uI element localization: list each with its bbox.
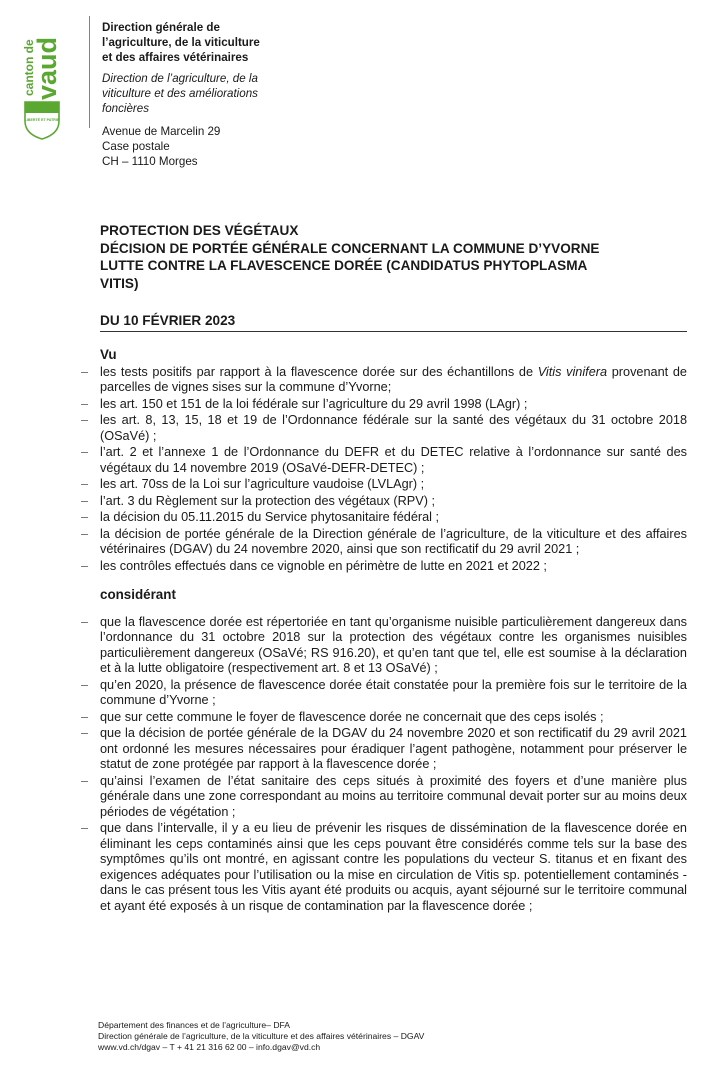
- document-date: DU 10 FÉVRIER 2023: [100, 313, 236, 328]
- list-item: – qu’en 2020, la présence de flavescence dorée était constatée pour la première fois sur le territoire de la commune d’Yvorne ;: [100, 678, 687, 709]
- document-body: [100, 347, 687, 915]
- list-item: – les art. 8, 13, 15, 18 et 19 de l’Ordonnance fédérale sur la santé des végétaux du 31 octobre 2018 (OSaVé) ;: [100, 413, 687, 444]
- list-item: – que dans l’intervalle, il y a eu lieu de prévenir les risques de dissémination de la flavescence dorée en éliminant les ceps contaminés ainsi que les ceps pouvant être considérés comme tels sur la base des symptômes qu’ils ont montré, en agissant contre les populations du vecteur S. titanus et en fixant des exigences adéquates pour l’utilisation ou la mise en circulation de Vitis sp. potentiellement contaminés - dans le cas présent tous les Vitis ayant été produits ou acquis, ayant séjourné sur le territoire communal et ayant été exposés à un risque de contamination par la flavescence dorée ;: [100, 821, 687, 914]
- logo-vaud-text: vaud: [32, 36, 62, 100]
- list-item: – que la décision de portée générale de la DGAV du 24 novembre 2020 et son rectificatif du 29 avril 2021 ont ordonné les mesures nécessaires pour éradiquer l’agent pathogène, notamment pour préserver le statut de zone protégée par rapport à la flavescence dorée ;: [100, 726, 687, 773]
- title-rule: [100, 331, 687, 332]
- header-divider: [89, 16, 90, 128]
- list-item: – la décision du 05.11.2015 du Service phytosanitaire fédéral ;: [100, 510, 687, 526]
- list-item: – les art. 70ss de la Loi sur l’agriculture vaudoise (LVLAgr) ;: [100, 477, 687, 493]
- letterhead: [102, 20, 342, 169]
- list-item: – les art. 150 et 151 de la loi fédérale sur l’agriculture du 29 avril 1998 (LAgr) ;: [100, 397, 687, 413]
- vu-heading: Vu: [100, 347, 117, 362]
- document-title: PROTECTION DES VÉGÉTAUX DÉCISION DE PORTÉE GÉNÉRALE CONCERNANT LA COMMUNE D’YVORNE LUTTE CONTRE LA FLAVESCENCE DORÉE (CANDIDATUS PHYTOPLASMA VITIS): [100, 223, 600, 291]
- canton-vaud-logo: [20, 18, 64, 140]
- list-item: – les tests positifs par rapport à la flavescence dorée sur des échantillons de Vitis vinifera provenant de parcelles de vignes sises sur la commune d’Yvorne;: [100, 365, 687, 396]
- vu-list: [100, 365, 687, 575]
- list-item: – que la flavescence dorée est répertoriée en tant qu’organisme nuisible particulièrement dangereux dans l’ordonnance du 31 octobre 2018 sur la protection des végétaux contre les organismes nuisibles particulièrement dangereux (OSaVé; RS 916.20), et qu’en tant que tel, elle est soumise à la déclaration et à la lutte obligatoire (respectivement art. 8 et 13 OSaVé) ;: [100, 615, 687, 677]
- page-footer: Département des finances et de l’agriculture– DFA Direction générale de l’agriculture, de la viticulture et des affaires vétérinaires – DGAV www.vd.ch/dgav – T + 41 21 316 62 00 – info.dgav@vd.ch: [98, 1020, 425, 1052]
- considerant-heading: considérant: [100, 587, 176, 602]
- list-item: – les contrôles effectués dans ce vignoble en périmètre de lutte en 2021 et 2022 ;: [100, 559, 687, 575]
- list-item: – l’art. 3 du Règlement sur la protection des végétaux (RPV) ;: [100, 494, 687, 510]
- list-item: – qu’ainsi l’examen de l’état sanitaire des ceps situés à proximité des foyers et d’une manière plus générale dans une zone correspondant au moins au territoire communal devait porter sur au moins deux périodes de végétation ;: [100, 774, 687, 821]
- logo-motto: LIBERTÉ ET PATRIE: [24, 118, 60, 122]
- service-name: Direction de l’agriculture, de la viticulture et des améliorations foncières: [102, 72, 258, 115]
- list-item: – la décision de portée générale de la Direction générale de l’agriculture, de la viticulture et des affaires vétérinaires (DGAV) du 24 novembre 2020, ainsi que son rectificatif du 29 avril 2021 ;: [100, 527, 687, 558]
- postal-address: Avenue de Marcelin 29 Case postale CH – 1110 Morges: [102, 125, 221, 168]
- list-item: – l’art. 2 et l’annexe 1 de l’Ordonnance du DEFR et du DETEC relative à l’ordonnance sur santé des végétaux du 14 novembre 2019 (OSaVé-DEFR-DETEC) ;: [100, 445, 687, 476]
- department-name: Direction générale de l’agriculture, de la viticulture et des affaires vétérinaires: [102, 21, 260, 64]
- logo-canton-text: canton de: [22, 39, 36, 96]
- considerant-list: [100, 615, 687, 915]
- list-item: – que sur cette commune le foyer de flavescence dorée ne concernait que des ceps isolés ;: [100, 710, 687, 726]
